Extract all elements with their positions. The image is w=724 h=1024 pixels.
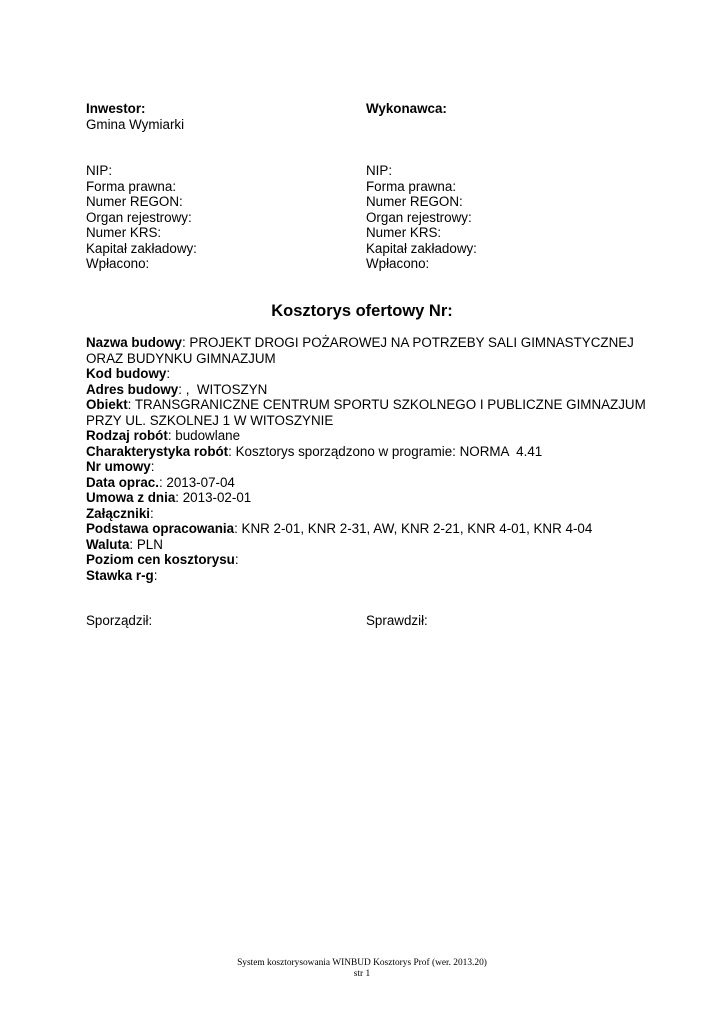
- investor-field-kapital: Kapitał zakładowy:: [86, 240, 197, 256]
- contractor-field-krs: Numer KRS:: [366, 225, 442, 240]
- detail-label: Charakterystyka robót: [86, 443, 229, 459]
- detail-label: Nazwa budowy: [86, 335, 182, 350]
- investor-field-krs: Numer KRS:: [86, 225, 162, 240]
- detail-label: Nr umowy: [86, 459, 151, 474]
- detail-label: Adres budowy: [86, 381, 179, 397]
- detail-value: :: [150, 505, 154, 521]
- investor-section: [86, 101, 356, 272]
- detail-label: Rodzaj robót: [86, 428, 168, 443]
- detail-label: Waluta: [86, 536, 130, 552]
- contractor-field-organ: Organ rejestrowy:: [366, 209, 472, 225]
- detail-label: Poziom cen kosztorysu: [86, 552, 235, 567]
- detail-value: : 2013-07-04: [158, 474, 235, 490]
- detail-value: : PLN: [129, 536, 163, 552]
- contractor-field-kapital: Kapitał zakładowy:: [366, 240, 477, 256]
- estimate-details: [86, 335, 646, 583]
- contractor-field-regon: Numer REGON:: [366, 194, 463, 209]
- investor-name: Gmina Wymiarki: [86, 116, 185, 132]
- detail-label: Kod budowy: [86, 366, 167, 381]
- detail-umowa-z-dnia: [86, 490, 646, 506]
- detail-value: : , WITOSZYN: [178, 381, 268, 397]
- detail-value: : PROJEKT DROGI POŻAROWEJ NA POTRZEBY SALI GIMNASTYCZNEJ ORAZ BUDYNKU GIMNAZJUM: [86, 335, 634, 366]
- footer-system-info: System kosztorysowania WINBUD Kosztorys Prof (wer. 2013.20): [237, 958, 487, 968]
- detail-rodzaj-robot: [86, 428, 646, 444]
- detail-value: : Kosztorys sporządzono w programie: NORMA 4.41: [228, 443, 543, 459]
- detail-label: Data oprac.: [86, 474, 159, 490]
- contractor-section: [366, 101, 666, 272]
- detail-label: Podstawa opracowania: [86, 521, 235, 536]
- detail-adres-budowy: [86, 382, 646, 398]
- investor-field-wplacono: Wpłacono:: [86, 256, 150, 271]
- detail-nr-umowy: [86, 459, 646, 475]
- detail-charakterystyka-robot: [86, 444, 646, 460]
- investor-heading: Inwestor:: [86, 101, 146, 116]
- investor-field-nip: NIP:: [86, 163, 113, 178]
- page-footer: [0, 958, 724, 980]
- investor-spacer: [86, 132, 356, 163]
- detail-label: Obiekt: [86, 397, 128, 412]
- investor-field-forma-prawna: Forma prawna:: [86, 178, 177, 194]
- detail-label: Załączniki: [86, 505, 151, 521]
- document-title: Kosztorys ofertowy Nr:: [271, 302, 453, 320]
- detail-poziom-cen: [86, 552, 646, 568]
- prepared-by-label: Sporządził:: [86, 613, 153, 628]
- detail-value: : TRANSGRANICZNE CENTRUM SPORTU SZKOLNEGO I PUBLICZNE GIMNAZJUM PRZY UL. SZKOLNEJ 1 W WITOSZYNIE: [86, 397, 646, 428]
- detail-value: : budowlane: [167, 428, 241, 443]
- contractor-name-blank: [366, 117, 666, 133]
- contractor-field-forma-prawna: Forma prawna:: [366, 178, 457, 194]
- detail-value: : 2013-02-01: [175, 490, 252, 505]
- detail-podstawa-opracowania: [86, 521, 646, 537]
- detail-value: :: [150, 459, 155, 474]
- contractor-spacer: [366, 132, 666, 163]
- detail-obiekt: [86, 397, 646, 428]
- detail-waluta: [86, 537, 646, 553]
- detail-label: Stawka r-g: [86, 567, 154, 583]
- detail-kod-budowy: [86, 366, 646, 382]
- contractor-field-nip: NIP:: [366, 163, 393, 178]
- footer-page-number: str 1: [353, 969, 371, 979]
- detail-value: :: [234, 552, 239, 567]
- contractor-field-wplacono: Wpłacono:: [366, 256, 430, 271]
- checked-by-label: Sprawdził:: [366, 613, 428, 628]
- detail-stawka-rg: [86, 568, 646, 584]
- detail-zalaczniki: [86, 506, 646, 522]
- detail-value: :: [166, 366, 171, 381]
- detail-value: :: [153, 567, 158, 583]
- detail-nazwa-budowy: [86, 335, 646, 366]
- detail-label: Umowa z dnia: [86, 490, 176, 505]
- detail-value: : KNR 2-01, KNR 2-31, AW, KNR 2-21, KNR 4-01, KNR 4-04: [234, 521, 593, 536]
- investor-field-organ: Organ rejestrowy:: [86, 209, 192, 225]
- investor-field-regon: Numer REGON:: [86, 194, 183, 209]
- detail-data-oprac: [86, 475, 646, 491]
- contractor-heading: Wykonawca:: [366, 101, 447, 116]
